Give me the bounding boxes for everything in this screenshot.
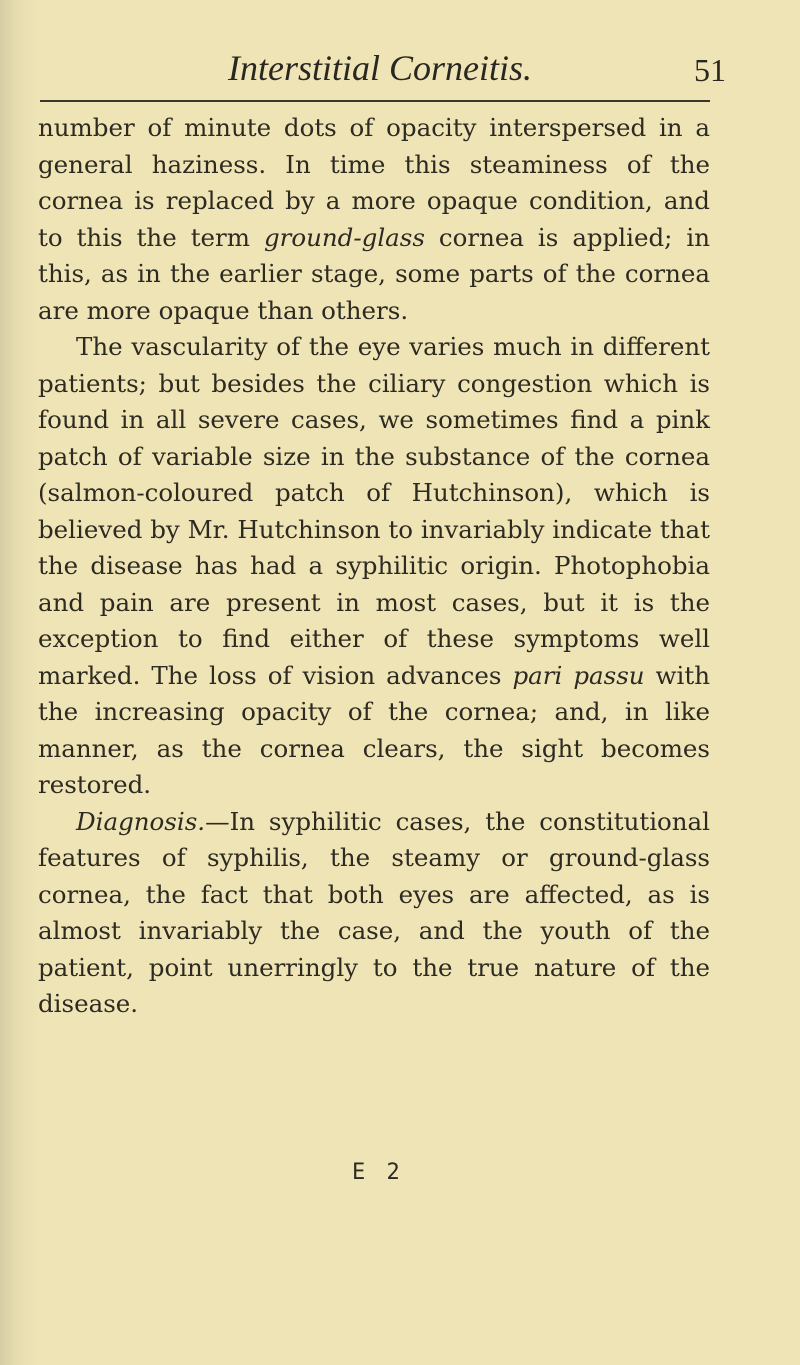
page-number: 51: [694, 52, 726, 88]
text-segment: number of minute dots of opacity interspersed in a general haziness. In time this steaminess of the cornea is replaced by a more opaque condition, and to this the term: [38, 113, 710, 252]
section-heading: Diagnosis.: [76, 806, 206, 836]
paragraph: [38, 110, 710, 329]
text-segment: cornea is applied; in this, as in the earlier stage, some parts of the cornea are more opaque than others.: [38, 222, 710, 325]
text-segment: with the increasing opacity of the cornea; and, in like manner, as the cornea clears, the sight becomes restored.: [38, 660, 710, 799]
header-rule: [40, 100, 710, 102]
page-header: [40, 46, 726, 96]
italic-term: ground-glass: [263, 222, 425, 252]
paragraph: [38, 329, 710, 804]
text-segment: The vascularity of the eye varies much in different patients; but besides the ciliary congestion which is found in all severe cases, we sometimes find a pink patch of variable size in the substance of the cornea (salmon-coloured patch of Hutchinson), which is believed by Mr. Hutchinson to invariably indicate that the disease has had a syphilitic origin. Photophobia and pain are present in most cases, but it is the exception to find either of these symptoms well marked. The loss of vision advances: [38, 332, 710, 690]
text-segment: —In syphilitic cases, the constitutional features of syphilis, the steamy or ground-glass cornea, the fact that both eyes are affected, as is almost invariably the case, and the youth of the patient, point unerringly to the true nature of the disease.: [38, 806, 710, 1018]
italic-term: pari passu: [512, 660, 645, 690]
body-text: [38, 110, 710, 1023]
paragraph: [38, 804, 710, 1023]
running-title: Interstitial Corneitis.: [227, 48, 532, 88]
signature-mark: E 2: [352, 1160, 404, 1185]
